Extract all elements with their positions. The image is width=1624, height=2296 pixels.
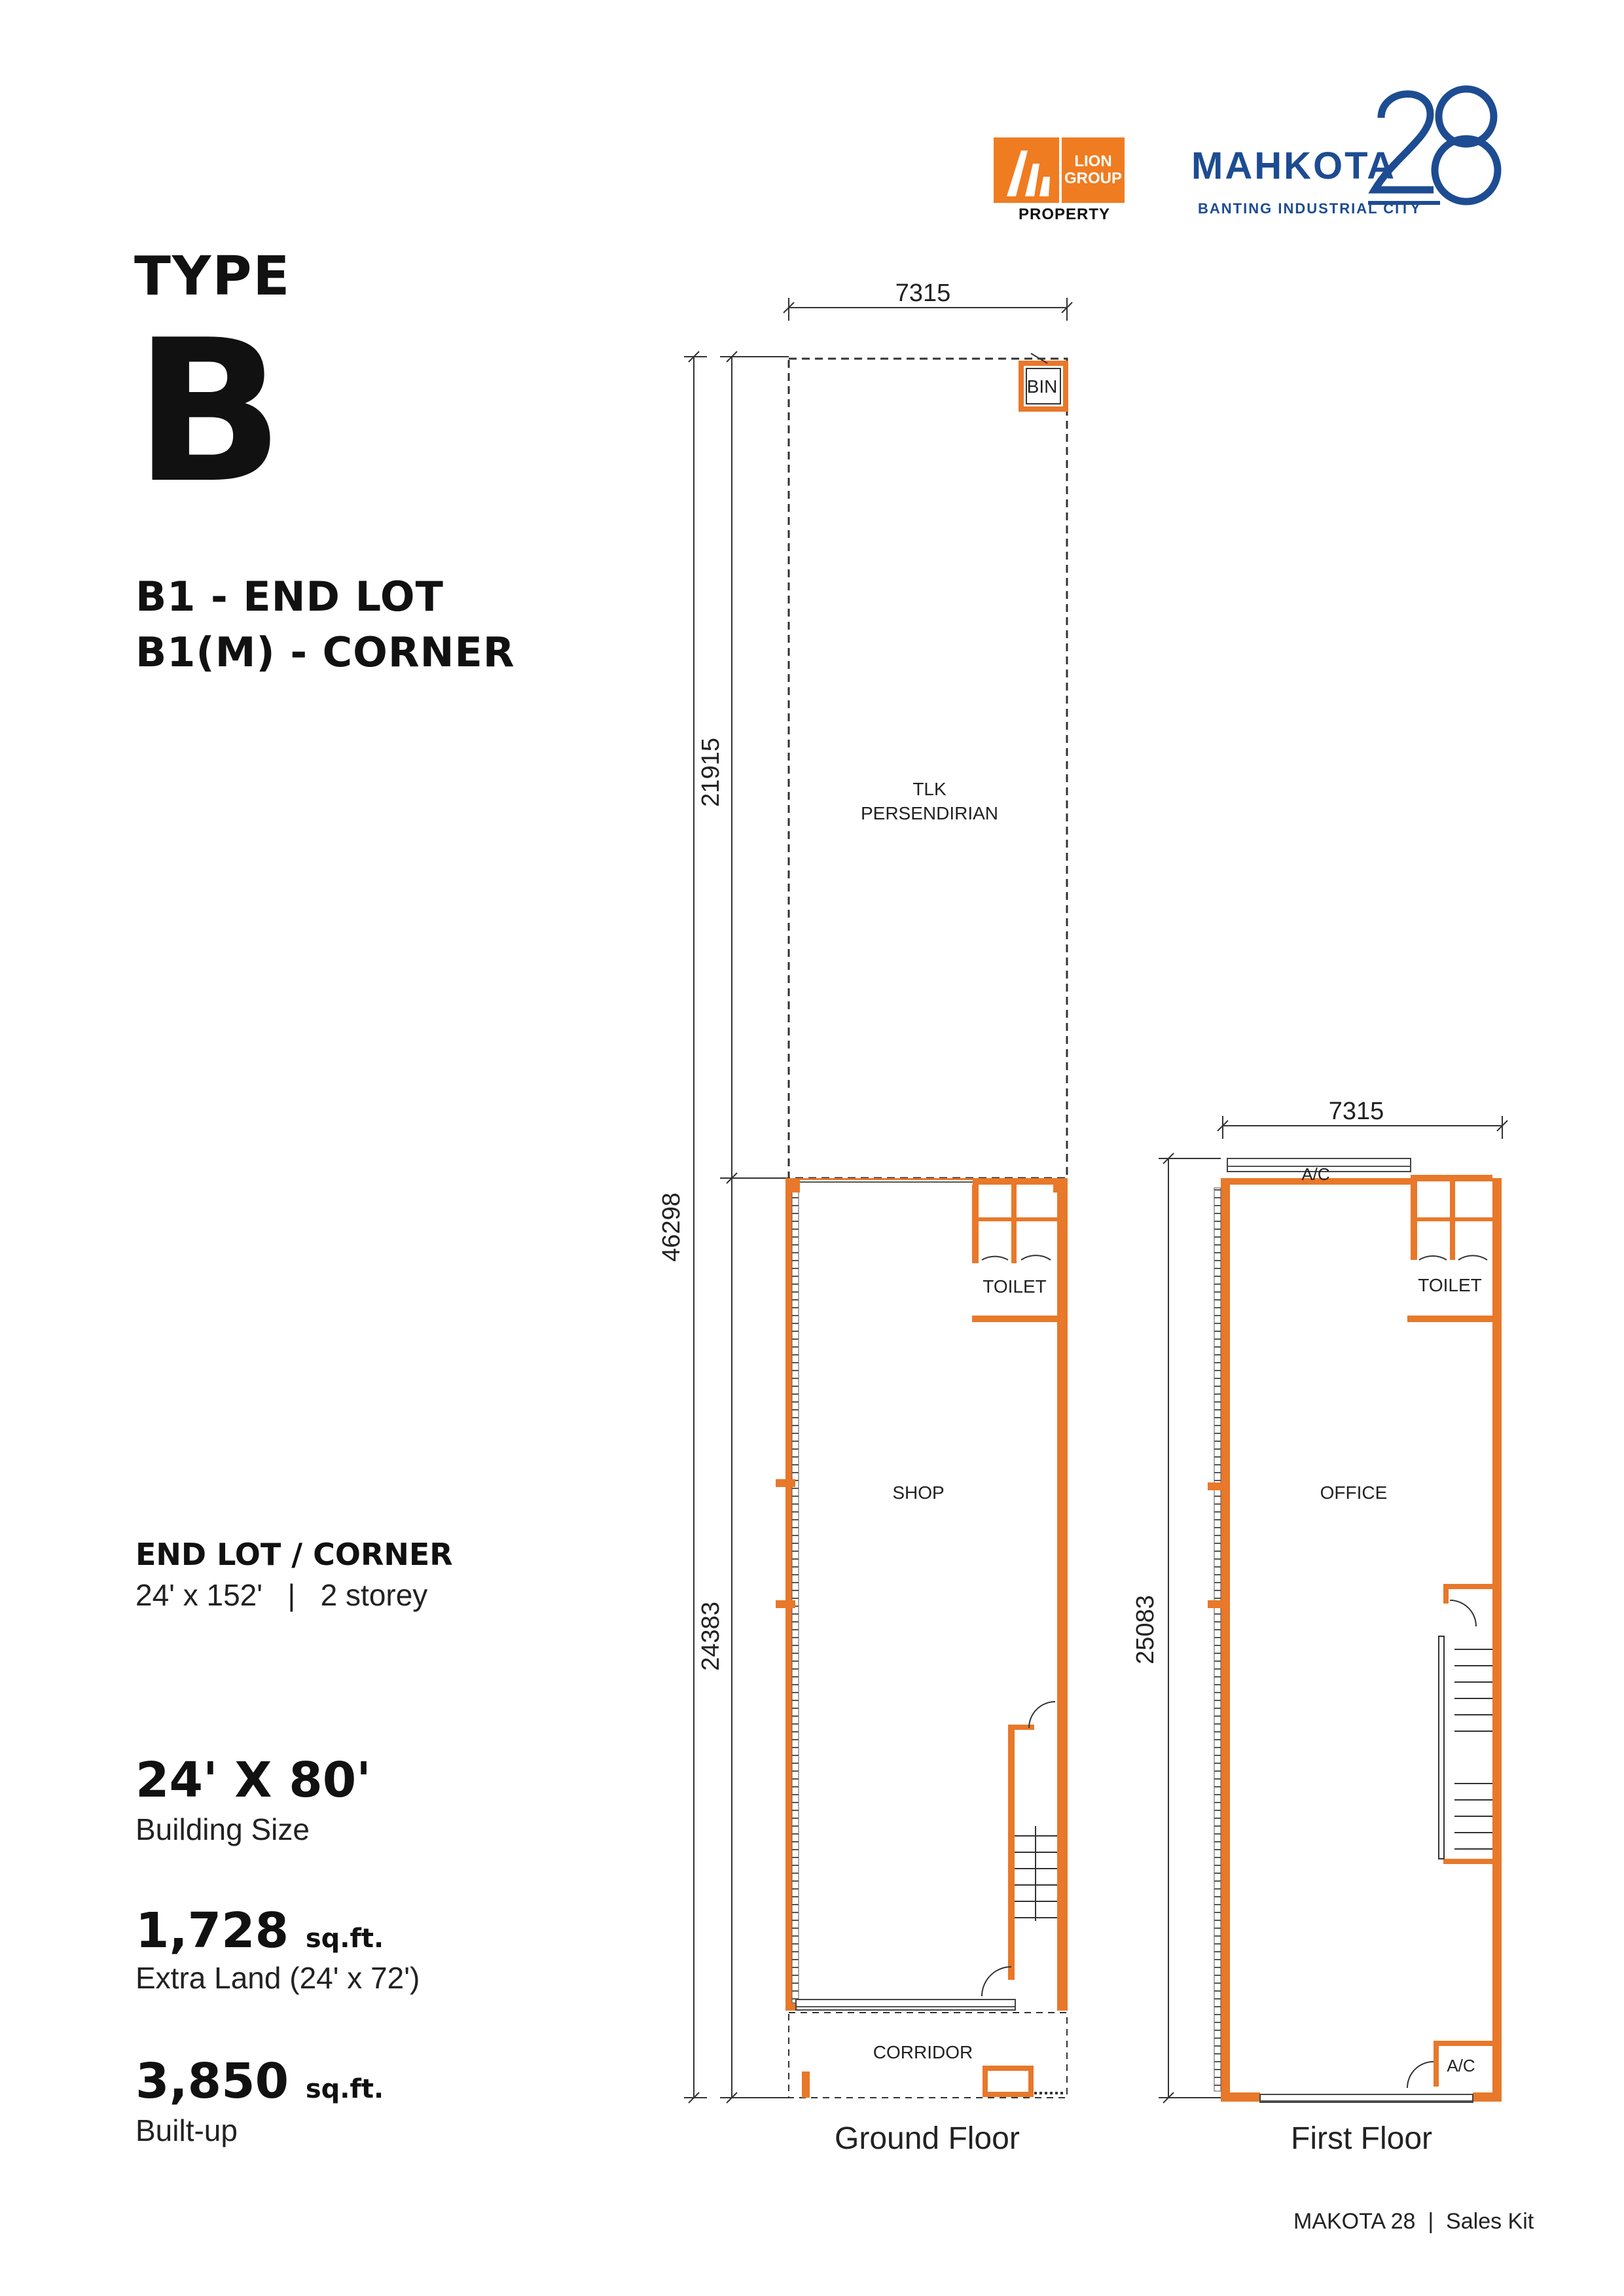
lot-dimensions: 24' x 152' | 2 storey — [135, 1578, 428, 1612]
first-width-label: 7315 — [1328, 1098, 1384, 1125]
first-toilet-block — [1407, 1181, 1494, 1322]
building-size-label: Building Size — [135, 1812, 310, 1846]
group-word: GROUP — [1064, 170, 1122, 187]
first-floor-plan — [1132, 1098, 1507, 2103]
office-walls — [1221, 1175, 1502, 2102]
footer-label: MAKOTA 28 | Sales Kit — [1293, 2209, 1534, 2234]
ground-floor-caption: Ground Floor — [835, 2121, 1020, 2156]
first-staircase — [1439, 1584, 1492, 1864]
first-floor-caption: First Floor — [1291, 2121, 1432, 2156]
ground-split-dimension — [720, 351, 789, 2103]
shop-pillars — [776, 1178, 1068, 1608]
first-toilet-label: TOILET — [1418, 1275, 1482, 1295]
extra-land-label: Extra Land (24' x 72') — [135, 1961, 420, 1995]
yard-label-line2: PERSENDIRIAN — [860, 803, 999, 823]
ground-toilet-block — [972, 1185, 1057, 1322]
ground-staircase — [982, 1702, 1057, 1996]
bin-label: BIN — [1026, 376, 1058, 397]
lion-property-label: PROPERTY — [1019, 206, 1111, 223]
shop-label: SHOP — [892, 1482, 945, 1503]
extra-land-unit: sq.ft. — [305, 1924, 384, 1954]
mahkota-wordmark: MAHKOTA — [1191, 145, 1397, 187]
first-depth-label: 25083 — [1132, 1595, 1159, 1664]
first-depth-dimension — [1159, 1153, 1221, 2103]
shop-side-window — [792, 1191, 799, 2003]
mahkota-tagline: BANTING INDUSTRIAL CITY — [1198, 200, 1422, 217]
private-yard-outline — [789, 359, 1067, 1178]
shop-front-glazing — [796, 2000, 1015, 2010]
lot-title: END LOT / CORNER — [135, 1537, 453, 1572]
built-up-unit: sq.ft. — [305, 2074, 384, 2104]
ground-floor-plan — [658, 279, 1072, 2103]
office-side-window — [1214, 1188, 1221, 2091]
extra-land-number: 1,728 — [135, 1903, 289, 1959]
corridor-label: CORRIDOR — [873, 2042, 973, 2062]
yard-label-line1: TLK — [912, 779, 947, 799]
building-size-value: 24' X 80' — [135, 1752, 371, 1808]
office-label: OFFICE — [1320, 1482, 1388, 1503]
variant-corner: B1(M) - CORNER — [135, 628, 515, 676]
corridor-features — [802, 2068, 1064, 2098]
type-letter: B — [134, 298, 284, 526]
lion-word: LION — [1074, 152, 1112, 170]
shop-rear-window — [796, 1180, 973, 1185]
built-up-number: 3,850 — [135, 2053, 289, 2109]
ground-width-label: 7315 — [895, 279, 951, 307]
ground-lower-dim-label: 24383 — [697, 1602, 725, 1671]
variant-end-lot: B1 - END LOT — [135, 573, 444, 620]
ground-total-dimension — [684, 351, 707, 2103]
ground-toilet-label: TOILET — [983, 1276, 1047, 1297]
ground-upper-dim-label: 21915 — [697, 738, 725, 807]
type-heading: TYPE — [134, 245, 291, 308]
ac-top-label: A/C — [1301, 1164, 1330, 1184]
office-front-glazing — [1260, 2094, 1473, 2102]
ac-bottom-label: A/C — [1447, 2056, 1475, 2075]
built-up-label: Built-up — [135, 2113, 238, 2147]
shop-walls — [785, 1178, 1068, 2011]
ground-total-label: 46298 — [658, 1193, 685, 1262]
